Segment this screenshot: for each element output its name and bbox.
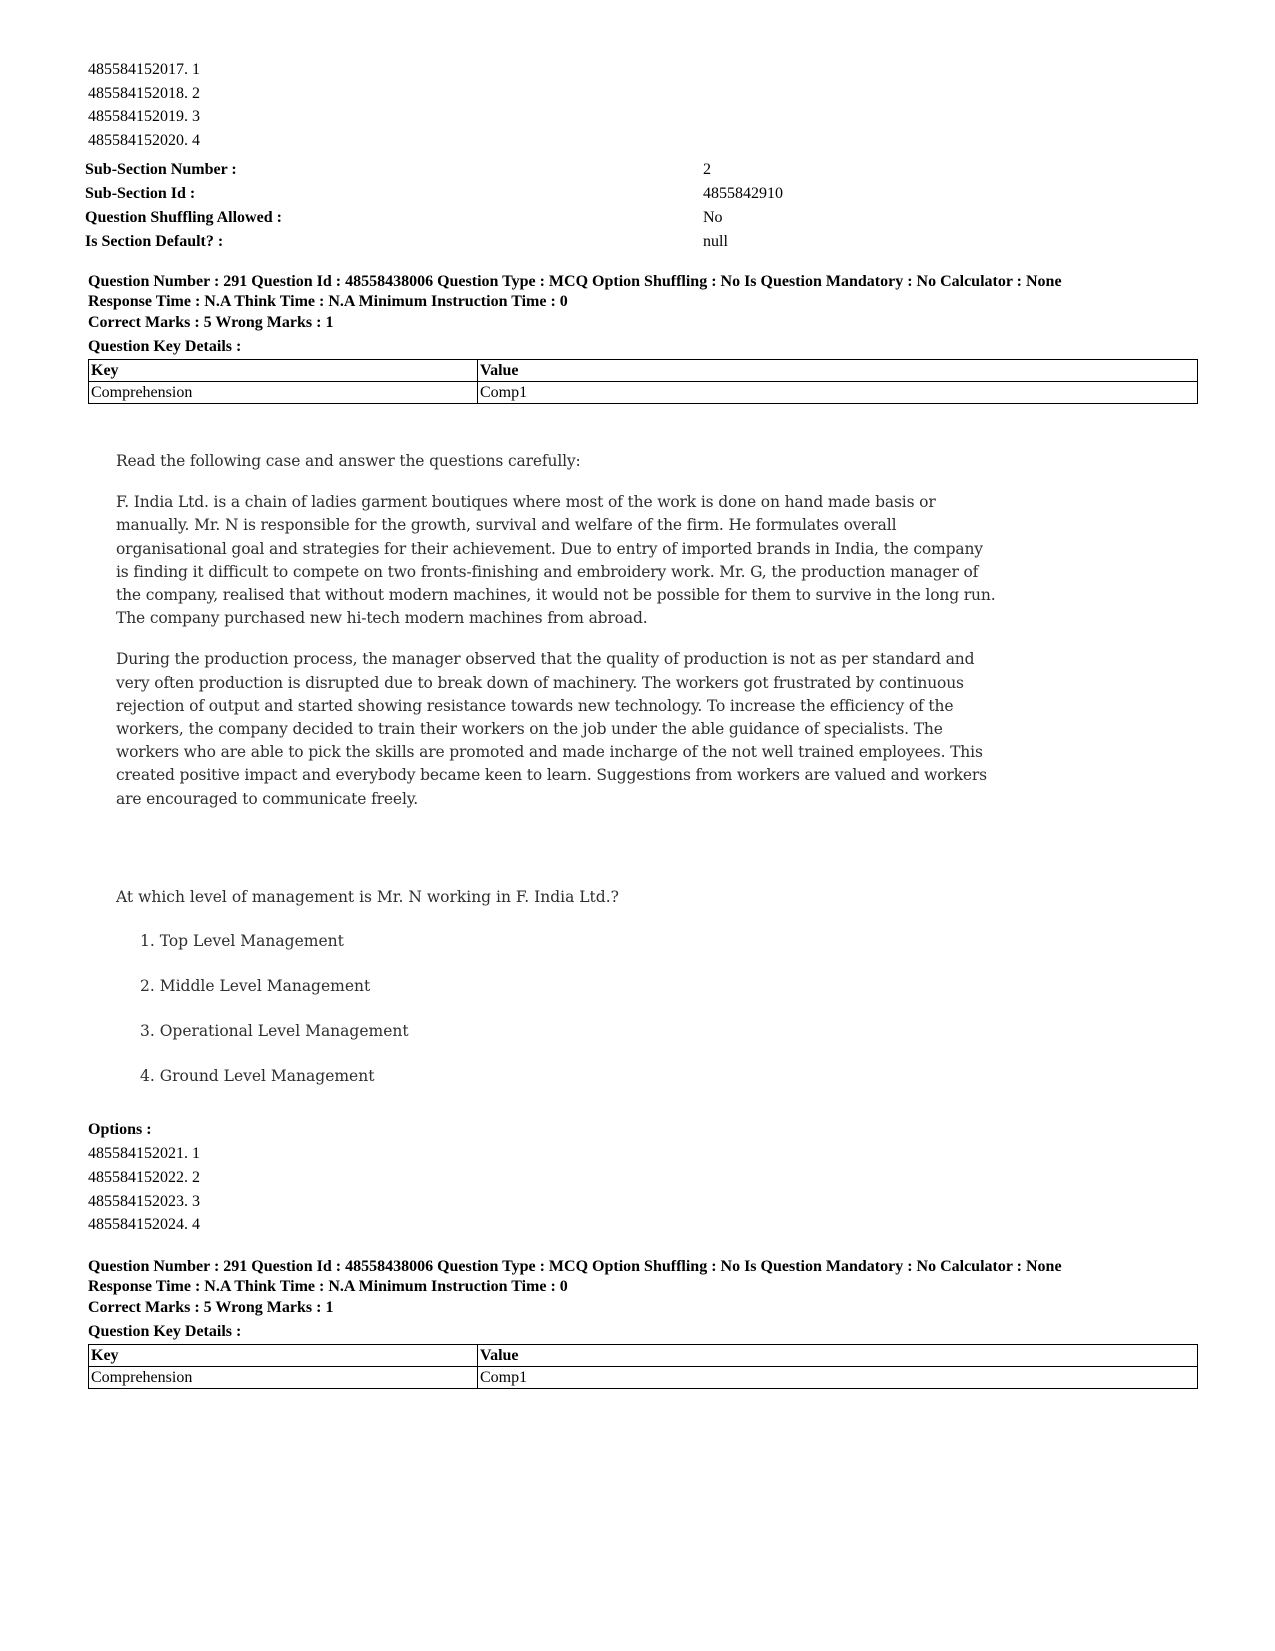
option-line: 485584152018. 2 — [88, 84, 200, 102]
meta-row — [85, 230, 1185, 254]
question-block-1 — [88, 272, 1198, 404]
table-cell-key: Comprehension — [89, 1367, 478, 1389]
meta-label: Question Shuffling Allowed : — [85, 209, 282, 226]
options-list — [88, 1142, 200, 1237]
option-line: 485584152022. 2 — [88, 1168, 200, 1186]
question-key-details-label: Question Key Details : — [88, 1322, 242, 1340]
table-header-row — [89, 360, 1198, 382]
mcq-choice: 1. Top Level Management — [140, 932, 344, 950]
mcq-question-text: At which level of management is Mr. N working in F. India Ltd.? — [116, 888, 619, 906]
table-row — [89, 1367, 1198, 1389]
meta-row — [85, 158, 1185, 182]
mcq-choice: 2. Middle Level Management — [140, 977, 371, 995]
question-header: Question Number : 291 Question Id : 48558438006 Question Type : MCQ Option Shuffling : No Is Question Mandatory : No Calculator : None — [88, 273, 1062, 290]
question-key-details-label: Question Key Details : — [88, 337, 242, 355]
option-line: 485584152023. 3 — [88, 1192, 200, 1210]
table-cell-value: Comp1 — [478, 1367, 1198, 1389]
meta-row — [85, 206, 1185, 230]
mcq-question — [116, 885, 996, 1109]
meta-value: No — [703, 209, 723, 226]
comprehension-passage — [116, 450, 996, 829]
question-response-line: Response Time : N.A Think Time : N.A Minimum Instruction Time : 0 — [88, 292, 568, 310]
mcq-choice: 3. Operational Level Management — [140, 1022, 409, 1040]
question-response-line: Response Time : N.A Think Time : N.A Minimum Instruction Time : 0 — [88, 1277, 568, 1295]
table-row — [89, 382, 1198, 404]
meta-label: Is Section Default? : — [85, 233, 224, 250]
previous-options-list — [88, 58, 200, 152]
meta-label: Sub-Section Number : — [85, 161, 237, 178]
option-line: 485584152020. 4 — [88, 131, 200, 149]
question-marks-line: Correct Marks : 5 Wrong Marks : 1 — [88, 1299, 334, 1316]
option-line: 485584152017. 1 — [88, 61, 200, 78]
table-cell-key: Comprehension — [89, 382, 478, 404]
option-line: 485584152019. 3 — [88, 108, 200, 126]
meta-row — [85, 182, 1185, 206]
table-header-key: Key — [89, 1345, 478, 1367]
question-header: Question Number : 291 Question Id : 48558438006 Question Type : MCQ Option Shuffling : No Is Question Mandatory : No Calculator : None — [88, 1258, 1062, 1275]
subsection-metadata — [85, 158, 1185, 254]
table-header-key: Key — [89, 360, 478, 382]
question-marks-line: Correct Marks : 5 Wrong Marks : 1 — [88, 314, 334, 331]
question-key-table — [88, 359, 1198, 404]
passage-paragraph-1: F. India Ltd. is a chain of ladies garment boutiques where most of the work is done on hand made basis or manually. Mr. N is responsible for the growth, survival and welfare of the firm. He formulates overall organisational goal and strategies for their achievement. Due to entry of imported brands in India, the company is finding it difficult to compete on two fronts-finishing and embroidery work. Mr. G, the production manager of the company, realised that without modern machines, it would not be possible for them to survive in the long run. The company purchased new hi-tech modern machines from abroad. — [116, 493, 996, 628]
question-block-2 — [88, 1257, 1198, 1389]
table-header-value: Value — [478, 1345, 1198, 1367]
meta-value: 4855842910 — [703, 185, 783, 202]
option-line: 485584152024. 4 — [88, 1216, 200, 1234]
meta-label: Sub-Section Id : — [85, 185, 196, 202]
passage-intro: Read the following case and answer the questions carefully: — [116, 452, 581, 470]
passage-paragraph-2: During the production process, the manager observed that the quality of production is not as per standard and very often production is disrupted due to break down of machinery. The workers got frustrated by continuous rejection of output and started showing resistance towards new technology. To increase the efficiency of the workers, the company decided to train their workers on the job under the able guidance of specialists. The workers who are able to pick the skills are promoted and made incharge of the not well trained employees. This created positive impact and everybody became keen to learn. Suggestions from workers are valued and workers are encouraged to communicate freely. — [116, 650, 987, 808]
options-label: Options : — [88, 1121, 152, 1138]
mcq-choice: 4. Ground Level Management — [140, 1067, 375, 1085]
meta-value: null — [703, 233, 728, 250]
question-key-table — [88, 1344, 1198, 1389]
meta-value: 2 — [703, 161, 711, 178]
table-header-row — [89, 1345, 1198, 1367]
table-header-value: Value — [478, 360, 1198, 382]
option-line: 485584152021. 1 — [88, 1145, 200, 1162]
table-cell-value: Comp1 — [478, 382, 1198, 404]
